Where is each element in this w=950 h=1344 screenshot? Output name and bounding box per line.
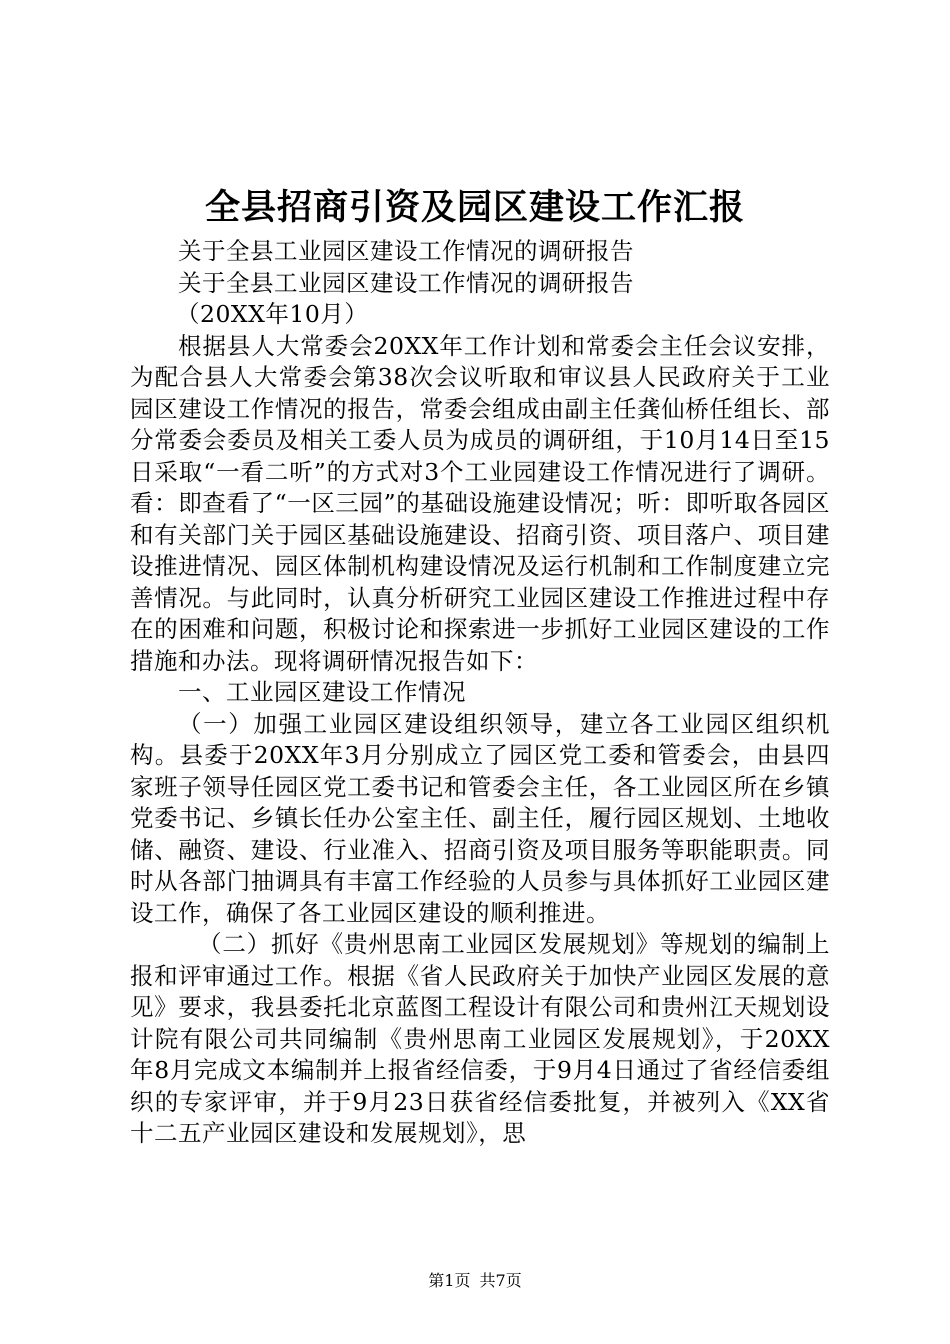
paragraph-section-1-2: （二）抓好《贵州思南工业园区发展规划》等规划的编制上报和评审通过工作。根据《省人民政府关于加快产业园区发展的意见》要求，我县委托北京蓝图工程设计有限公司和贵州江天规划设计院有限公司共同编制《贵州思南工业园区发展规划》，于20XX年8月完成文本编制并上报省经信委，于9月4日通过了省经信委组织的专家评审，并于9月23日获省经信委批复，并被列入《XX省十二五产业园区建设和发展规划》，思 [130, 930, 830, 1147]
document-title: 全县招商引资及园区建设工作汇报 [204, 187, 745, 228]
paragraph-intro: 根据县人大常委会20XX年工作计划和常委会主任会议安排，为配合县人大常委会第38次会议听取和审议县人民政府关于工业园区建设工作情况的报告，常委会组成由副主任龚仙桥任组长、部分常委会委员及相关工委人员为成员的调研组，于10月14日至15日采取“一看二听”的方式对3个工业园建设工作情况进行了调研。看：即查看了“一区三园”的基础设施建设情况；听：即听取各园区和有关部门关于园区基础设施建设、招商引资、项目落户、项目建设推进情况、园区体制机构建设情况及运行机制和工作制度建立完善情况。与此同时，认真分析研究工业园区建设工作推进过程中存在的困难和问题，积极讨论和探索进一步抓好工业园区建设的工作措施和办法。现将调研情况报告如下： [130, 331, 830, 675]
page-number: 第1页 [428, 1271, 471, 1290]
date-line: （20XX年10月） [176, 300, 369, 328]
page-footer [0, 1270, 950, 1292]
subtitle-line-2: 关于全县工业园区建设工作情况的调研报告 [178, 268, 634, 297]
section-heading-1: 一、工业园区建设工作情况 [178, 678, 466, 706]
subtitle-line-1: 关于全县工业园区建设工作情况的调研报告 [178, 237, 634, 265]
page-total: 共7页 [479, 1271, 522, 1290]
document-body [130, 236, 830, 1150]
paragraph-section-1-1: （一）加强工业园区建设组织领导，建立各工业园区组织机构。县委于20XX年3月分别成立了园区党工委和管委会，由县四家班子领导任园区党工委书记和管委会主任，各工业园区所在乡镇党委书记、乡镇长任办公室主任、副主任，履行园区规划、土地收储、融资、建设、行业准入、招商引资及项目服务等职能职责。同时从各部门抽调具有丰富工作经验的人员参与具体抓好工业园区建设工作，确保了各工业园区建设的顺利推进。 [130, 709, 830, 927]
